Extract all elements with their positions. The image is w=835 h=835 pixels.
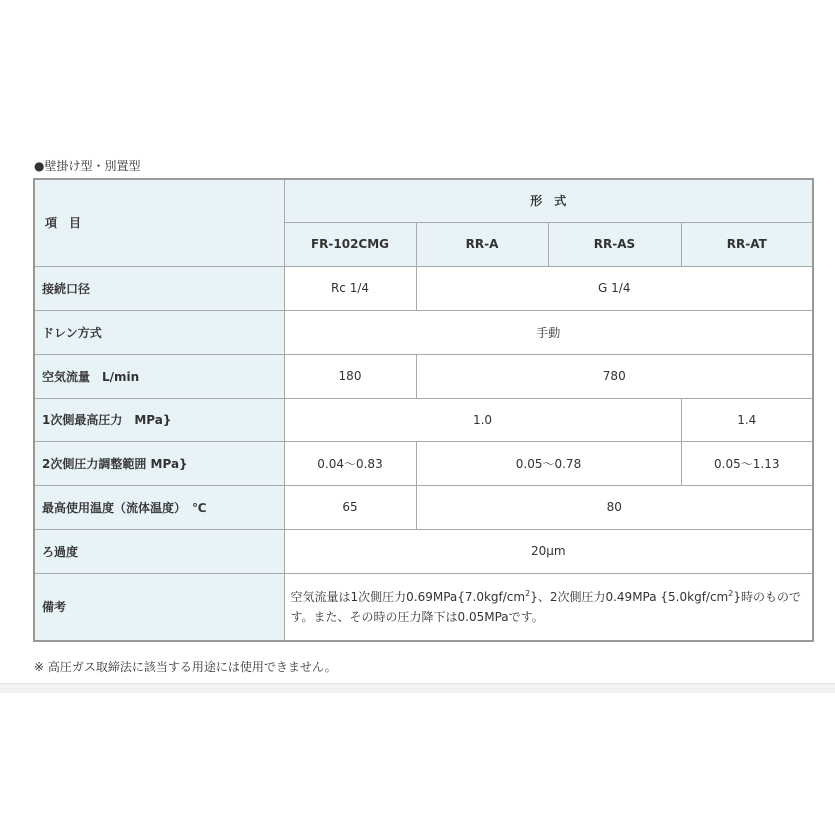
- footer-bar: [0, 683, 835, 693]
- footnote: ※ 高圧ガス取締法に該当する用途には使用できません。: [34, 660, 337, 674]
- table-row: [34, 573, 813, 641]
- table-row: [34, 310, 813, 354]
- cell-value: 180: [284, 354, 416, 398]
- table-row: [34, 354, 813, 398]
- cell-value: Rc 1/4: [284, 266, 416, 310]
- remarks-note: [284, 573, 813, 641]
- model-name: RR-AS: [548, 222, 681, 266]
- cell-value: 65: [284, 485, 416, 529]
- row-label: 最高使用温度（流体温度） ℃: [34, 485, 284, 529]
- model-name: RR-A: [416, 222, 548, 266]
- remarks-text: 空気流量は1次側圧力0.69MPa{7.0kgf/cm: [290, 589, 526, 604]
- section-heading: ●壁掛け型・別置型: [34, 159, 141, 173]
- cell-value: 0.05〜1.13: [681, 441, 813, 485]
- cell-value: 0.04〜0.83: [284, 441, 416, 485]
- table-row: [34, 398, 813, 441]
- cell-value: 780: [416, 354, 813, 398]
- cell-value: 20μm: [284, 529, 813, 573]
- spec-table: [33, 178, 814, 642]
- superscript: 2: [728, 588, 734, 598]
- row-label: 備考: [34, 573, 284, 641]
- table-row: [34, 529, 813, 573]
- cell-value: 80: [416, 485, 813, 529]
- table-row: [34, 485, 813, 529]
- remarks-text: }時のものです。また、その時の圧力降下は0.05MPaです。: [290, 589, 801, 624]
- header-row-1: [34, 179, 813, 222]
- row-label: 1次側最高圧力 MPa}: [34, 398, 284, 441]
- remarks-text: }、2次側圧力0.49MPa {5.0kgf/cm: [530, 589, 729, 604]
- model-name: FR-102CMG: [284, 222, 416, 266]
- superscript: 2: [525, 588, 531, 598]
- row-label: ろ過度: [34, 529, 284, 573]
- cell-value: 手動: [284, 310, 813, 354]
- model-name: RR-AT: [681, 222, 813, 266]
- item-header: 項 目: [34, 179, 284, 266]
- row-label: 接続口径: [34, 266, 284, 310]
- model-header: 形 式: [284, 179, 813, 222]
- row-label: 2次側圧力調整範囲 MPa}: [34, 441, 284, 485]
- table-row: [34, 266, 813, 310]
- row-label: 空気流量 L/min: [34, 354, 284, 398]
- cell-value: 0.05〜0.78: [416, 441, 681, 485]
- table-row: [34, 441, 813, 485]
- cell-value: G 1/4: [416, 266, 813, 310]
- row-label: ドレン方式: [34, 310, 284, 354]
- cell-value: 1.0: [284, 398, 681, 441]
- cell-value: 1.4: [681, 398, 813, 441]
